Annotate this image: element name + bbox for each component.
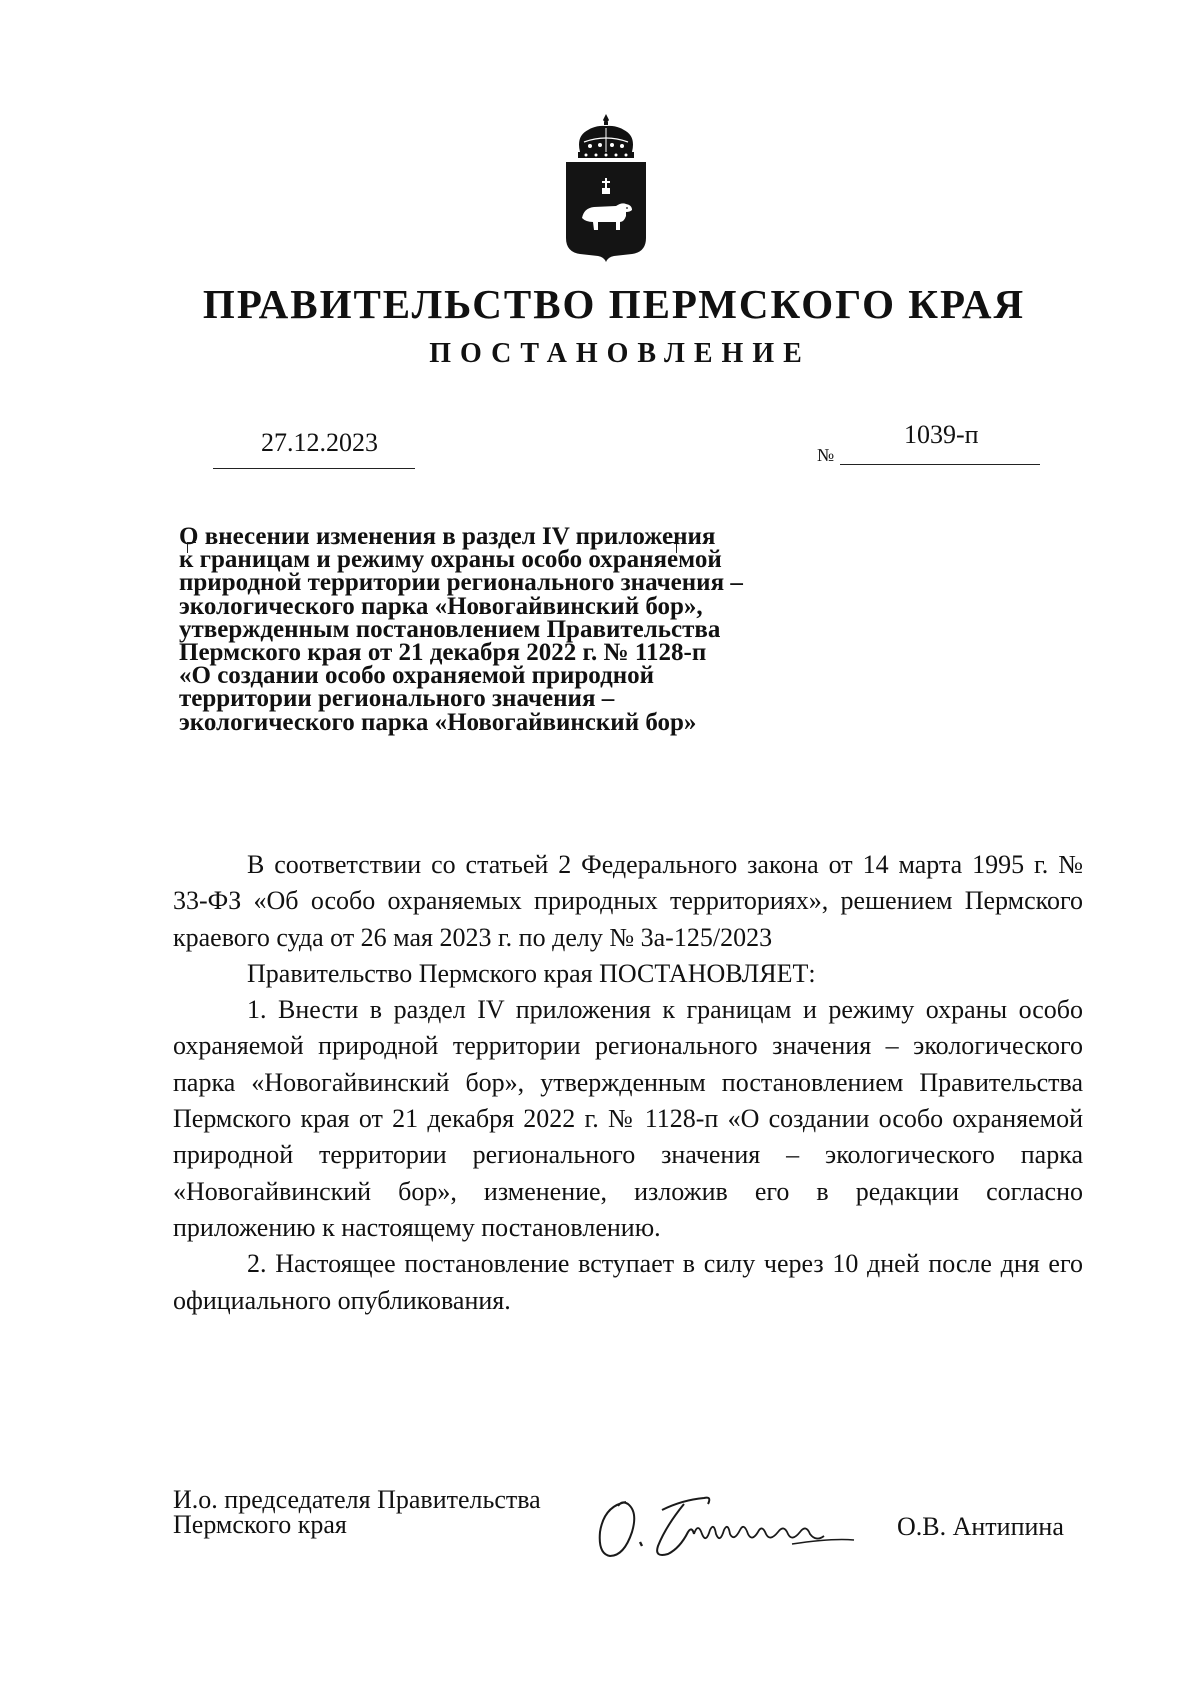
number-field (840, 420, 1040, 465)
coat-of-arms-emblem (562, 112, 650, 264)
subject-line: О внесении изменения в раздел IV приложения (179, 523, 716, 550)
subject-line: Пермского края от 21 декабря 2022 г. № 1128-п (179, 639, 707, 667)
signatory-title-line: И.о. председателя Правительства (173, 1485, 541, 1514)
document-date: 27.12.2023 (261, 428, 378, 457)
government-title: ПРАВИТЕЛЬСТВО ПЕРМСКОГО КРАЯ (202, 281, 1026, 327)
subject-line: к границам и режиму охраны особо охраняемой (179, 546, 722, 574)
body-paragraph-item-1: 1. Внести в раздел IV приложения к границам и режиму охраны особо охраняемой природной территории регионального значения – экологического парка «Новогайвинский бор», утвержденным постановлением Правительства Пермского края от 21 декабря 2022 г. № 1128-п «О создании особо охраняемой природной территории регионального значения – экологического парка «Новогайвинский бор», изменение, изложив его в редакции согласно приложению к настоящему постановлению. (173, 995, 1083, 1242)
handwritten-signature (592, 1482, 892, 1578)
subject-line: экологического парка «Новогайвинский бор» (179, 708, 697, 736)
signatory-title-line: Пермского края (173, 1510, 347, 1539)
subject-line: экологического парка «Новогайвинский бор», (179, 592, 703, 620)
body-paragraph-item-2: 2. Настоящее постановление вступает в силу через 10 дней после дня его официального опубликования. (173, 1249, 1083, 1315)
document-subject (179, 525, 839, 734)
signatory-name: О.В. Антипина (897, 1512, 1064, 1541)
subject-line: «О создании особо охраняемой природной (179, 662, 655, 690)
signatory-title (173, 1487, 541, 1537)
date-field (213, 424, 415, 469)
subject-line: утвержденным постановлением Правительства (179, 615, 721, 643)
document-number: 1039-п (904, 420, 979, 449)
body-paragraph-resolves: Правительство Пермского края ПОСТАНОВЛЯЕТ: (247, 958, 816, 988)
document-body (173, 847, 1083, 1319)
subject-line: территории регионального значения – (179, 685, 615, 713)
document-type-heading: ПОСТАНОВЛЕНИЕ (429, 338, 811, 369)
number-sign: № (817, 445, 835, 465)
subject-line: природной территории регионального значения – (179, 569, 743, 597)
body-paragraph-preamble: В соответствии со статьей 2 Федерального закона от 14 марта 1995 г. № 33-ФЗ «Об особо охраняемых природных территориях», решением Пермского краевого суда от 26 мая 2023 г. по делу № 3а-125/2023 (173, 850, 1083, 952)
